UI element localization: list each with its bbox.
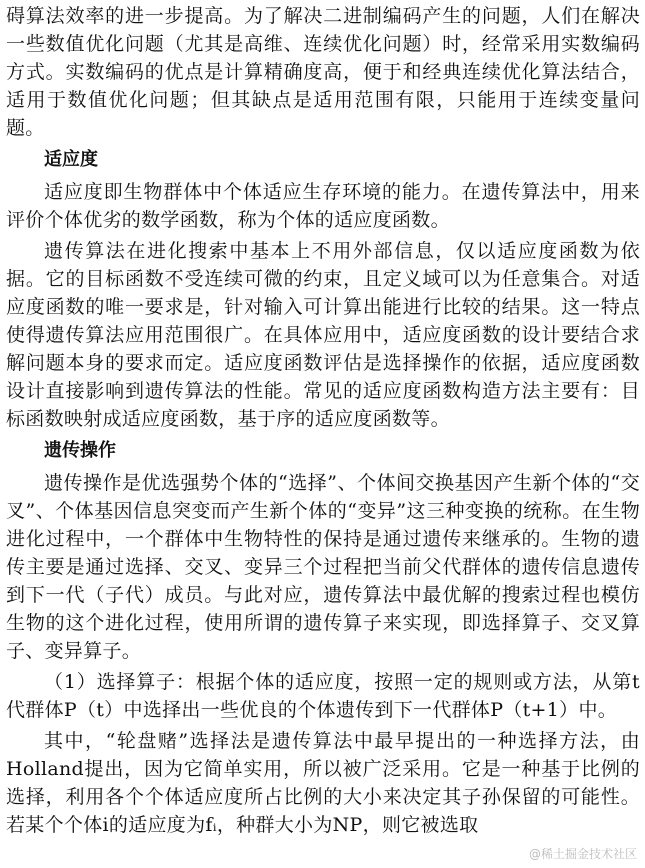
paragraph-fitness-function: 遗传算法在进化搜索中基本上不用外部信息，仅以适应度函数为依据。它的目标函数不受连续可微的约束，且定义域可以为任意集合。对适应度函数的唯一要求是，针对输入可计算出能进行比较的结果。这一特点使得遗传算法应用范围很广。在具体应用中，适应度函数的设计要结合求解问题本身的要求而定。适应度函数评估是选择操作的依据，适应度函数设计直接影响到遗传算法的性能。常见的适应度函数构造方法主要有：目标函数映射成适应度函数，基于序的适应度函数等。 xyxy=(6,240,640,430)
paragraph-fitness-def: 适应度即生物群体中个体适应生存环境的能力。在遗传算法中，用来评价个体优劣的数学函数，称为个体的适应度函数。 xyxy=(6,181,640,231)
paragraph-selection-operator: （1）选择算子：根据个体的适应度，按照一定的规则或方法，从第t代群体P（t）中选择出一些优良的个体遗传到下一代群体P（t+1）中。 xyxy=(6,671,640,721)
paragraph-encoding: 碍算法效率的进一步提高。为了解决二进制编码产生的问题，人们在解决一些数值优化问题（尤其是高维、连续优化问题）时，经常采用实数编码方式。实数编码的优点是计算精确度高，便于和经典连续优化算法结合，适用于数值优化问题；但其缺点是适用范围有限，只能用于连续变量问题。 xyxy=(6,5,640,139)
paragraph-genetic-ops: 遗传操作是优选强势个体的“选择”、个体间交换基因产生新个体的“交叉”、个体基因信息突变而产生新个体的“变异”这三种变换的统称。在生物进化过程中，一个群体中生物特性的保持是通过遗传来继承的。生物的遗传主要是通过选择、交叉、变异三个过程把当前父代群体的遗传信息遗传到下一代（子代）成员。与此对应，遗传算法中最优解的搜索过程也模仿生物的这个进化过程，使用所谓的遗传算子来实现，即选择算子、交叉算子、变异算子。 xyxy=(6,472,640,662)
watermark: @稀土掘金技术社区 xyxy=(528,847,637,861)
heading-genetic-ops: 遗传操作 xyxy=(44,440,116,461)
heading-fitness: 适应度 xyxy=(44,149,98,170)
document-page xyxy=(6,2,640,842)
paragraph-roulette: 其中，“轮盘赌”选择法是遗传算法中最早提出的一种选择方法，由Holland提出，因为它简单实用，所以被广泛采用。它是一种基于比例的选择，利用各个个体适应度所占比例的大小来决定其子孙保留的可能性。若某个个体i的适应度为fᵢ，种群大小为NP，则它被选取 xyxy=(6,730,640,836)
